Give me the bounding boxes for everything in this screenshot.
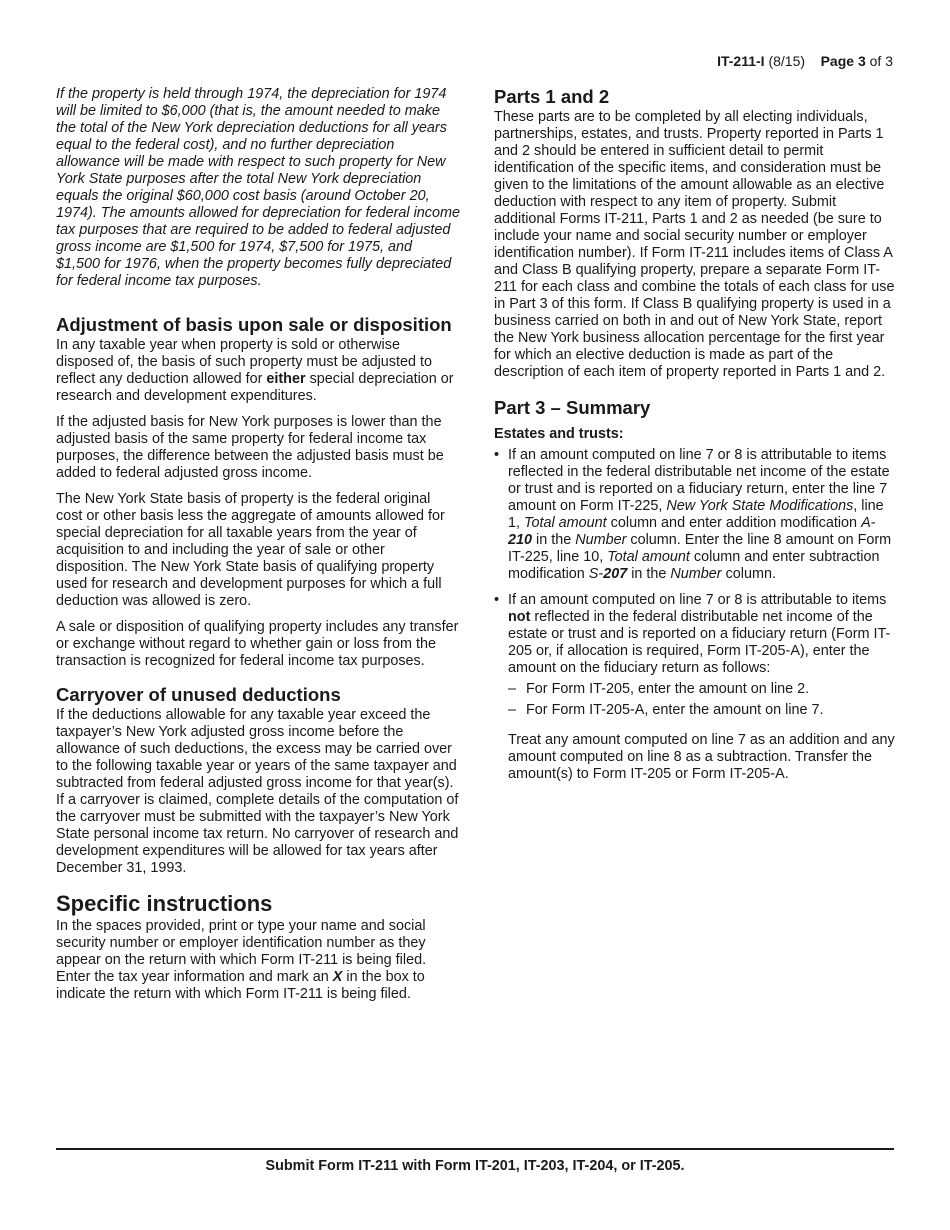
page-header: [717, 53, 893, 69]
estates-trusts-subheading: Estates and trusts:: [494, 426, 624, 442]
treat-amount-paragraph: Treat any amount computed on line 7 as an addition and any amount computed on line 8 as a subtraction. Transfer the amount(s) to Form IT-205 or Form IT-205-A.: [508, 732, 895, 782]
adjustment-heading: Adjustment of basis upon sale or disposition: [56, 314, 452, 335]
estates-bullet-list: [494, 447, 896, 719]
part-3-section: [494, 397, 896, 783]
left-column: [56, 86, 460, 1012]
fiduciary-dash-list: [508, 681, 896, 719]
adjustment-paragraph-2: If the adjusted basis for New York purposes is lower than the adjusted basis of the same property for federal income tax purposes, the difference between the adjusted basis must be added to federal adjusted gross income.: [56, 414, 444, 481]
footer-divider: [56, 1148, 894, 1150]
right-column: [494, 86, 896, 792]
page-label: Page: [820, 53, 858, 69]
depreciation-example-paragraph: If the property is held through 1974, the depreciation for 1974 will be limited to $6,000 (that is, the amount needed to make the total of the New York depreciation deductions for all years equal to the federal cost), and no further depreciation allowance will be made with respect to such property for New York State purposes after the total New York depreciation equals the original $60,000 cost basis (around October 20, 1974). The amounts allowed for depreciation for federal income tax purposes that are required to be added to federal adjusted gross income are $1,500 for 1974, $7,500 for 1975, and $1,500 for 1976, when the property becomes fully depreciated for federal income tax purposes.: [56, 86, 460, 289]
form-id: IT-211-I: [717, 53, 765, 69]
list-item: • If an amount computed on line 7 or 8 is attributable to items not reflected in the federal distributable net income of the estate or trust and is reported on a fiduciary return (Form IT-205 or, if allocation is required, Form IT-205-A), enter the amount on the fiduciary return as follows: – For Form IT-205, enter the amount on line 2. – For Form IT-205-A, enter the amount on line 7.: [494, 592, 896, 719]
footer-note: Submit Form IT-211 with Form IT-201, IT-203, IT-204, or IT-205.: [265, 1158, 685, 1174]
page-total: of 3: [865, 53, 893, 69]
adjustment-paragraph-1: In any taxable year when property is sold or otherwise disposed of, the basis of such property must be adjusted to reflect any deduction allowed for either special depreciation or research and development expenditures.: [56, 337, 454, 404]
carryover-section: [56, 684, 460, 877]
part-3-heading: Part 3 – Summary: [494, 397, 651, 418]
carryover-paragraph: If the deductions allowable for any taxable year exceed the taxpayer’s New York adjusted gross income before the allowance of such deductions, the excess may be carried over to the following taxable year or years of the same taxpayer and subtracted from federal adjusted gross income for that year(s). If a carryover is claimed, complete details of the computation of the carryover must be submitted with the taxpayer’s New York State personal income tax return. No carryover of research and development expenditures will be allowed for tax years after December 31, 1993.: [56, 707, 459, 876]
specific-instructions-paragraph: In the spaces provided, print or type your name and social security number or employer identification number as they appear on the return with which Form IT-211 is being filed. Enter the tax year information and mark an X in the box to indicate the return with which Form IT-211 is being filed.: [56, 918, 427, 1002]
specific-instructions-heading: Specific instructions: [56, 891, 273, 916]
list-item: – For Form IT-205-A, enter the amount on line 7.: [508, 702, 896, 719]
adjustment-paragraph-3: The New York State basis of property is the federal original cost or other basis less the aggregate of amounts allowed for special depreciation for all taxable years from the year of acquisition to and including the year of sale or other disposition. The New York State basis of qualifying property used for research and development purposes for which a full deduction was allowed is zero.: [56, 491, 445, 609]
specific-instructions-section: [56, 891, 460, 1003]
adjustment-paragraph-4: A sale or disposition of qualifying property includes any transfer or exchange without regard to whether gain or loss from the transaction is recognized for federal income tax purposes.: [56, 619, 459, 669]
parts-1-2-paragraph: These parts are to be completed by all electing individuals, partnerships, estates, and trusts. Property reported in Parts 1 and 2 should be entered in sufficient detail to permit identification of the specific items, and consideration must be given to the limitations of the amount allowable as an elective deduction with respect to any item of property. Submit additional Forms IT-211, Parts 1 and 2 as needed (be sure to include your name and social security number or employer identification number). If Form IT-211 includes items of Class A and Class B qualifying property, prepare a separate Form IT-211 for each class and combine the totals of each class for use in Part 3 of this form. If Class B qualifying property is used in a business carried on both in and out of New York State, report the New York business allocation percentage for the first year for which an elective deduction is made as part of the description of each item of property reported in Parts 1 and 2.: [494, 109, 895, 380]
carryover-heading: Carryover of unused deductions: [56, 684, 341, 705]
page-number: 3: [857, 53, 866, 69]
adjustment-section: [56, 314, 460, 670]
form-revision: (8/15): [764, 53, 806, 69]
list-item: – For Form IT-205, enter the amount on line 2.: [508, 681, 896, 698]
parts-1-2-section: [494, 86, 896, 381]
list-item: • If an amount computed on line 7 or 8 is attributable to items reflected in the federal distributable net income of the estate or trust and is reported on a fiduciary return, enter the line 7 amount on Form IT-225, New York State Modifications, line 1, Total amount column and enter addition modification A-210 in the Number column. Enter the line 8 amount on Form IT-225, line 10, Total amount column and enter subtraction modification S-207 in the Number column.: [494, 447, 896, 583]
parts-1-2-heading: Parts 1 and 2: [494, 86, 610, 107]
